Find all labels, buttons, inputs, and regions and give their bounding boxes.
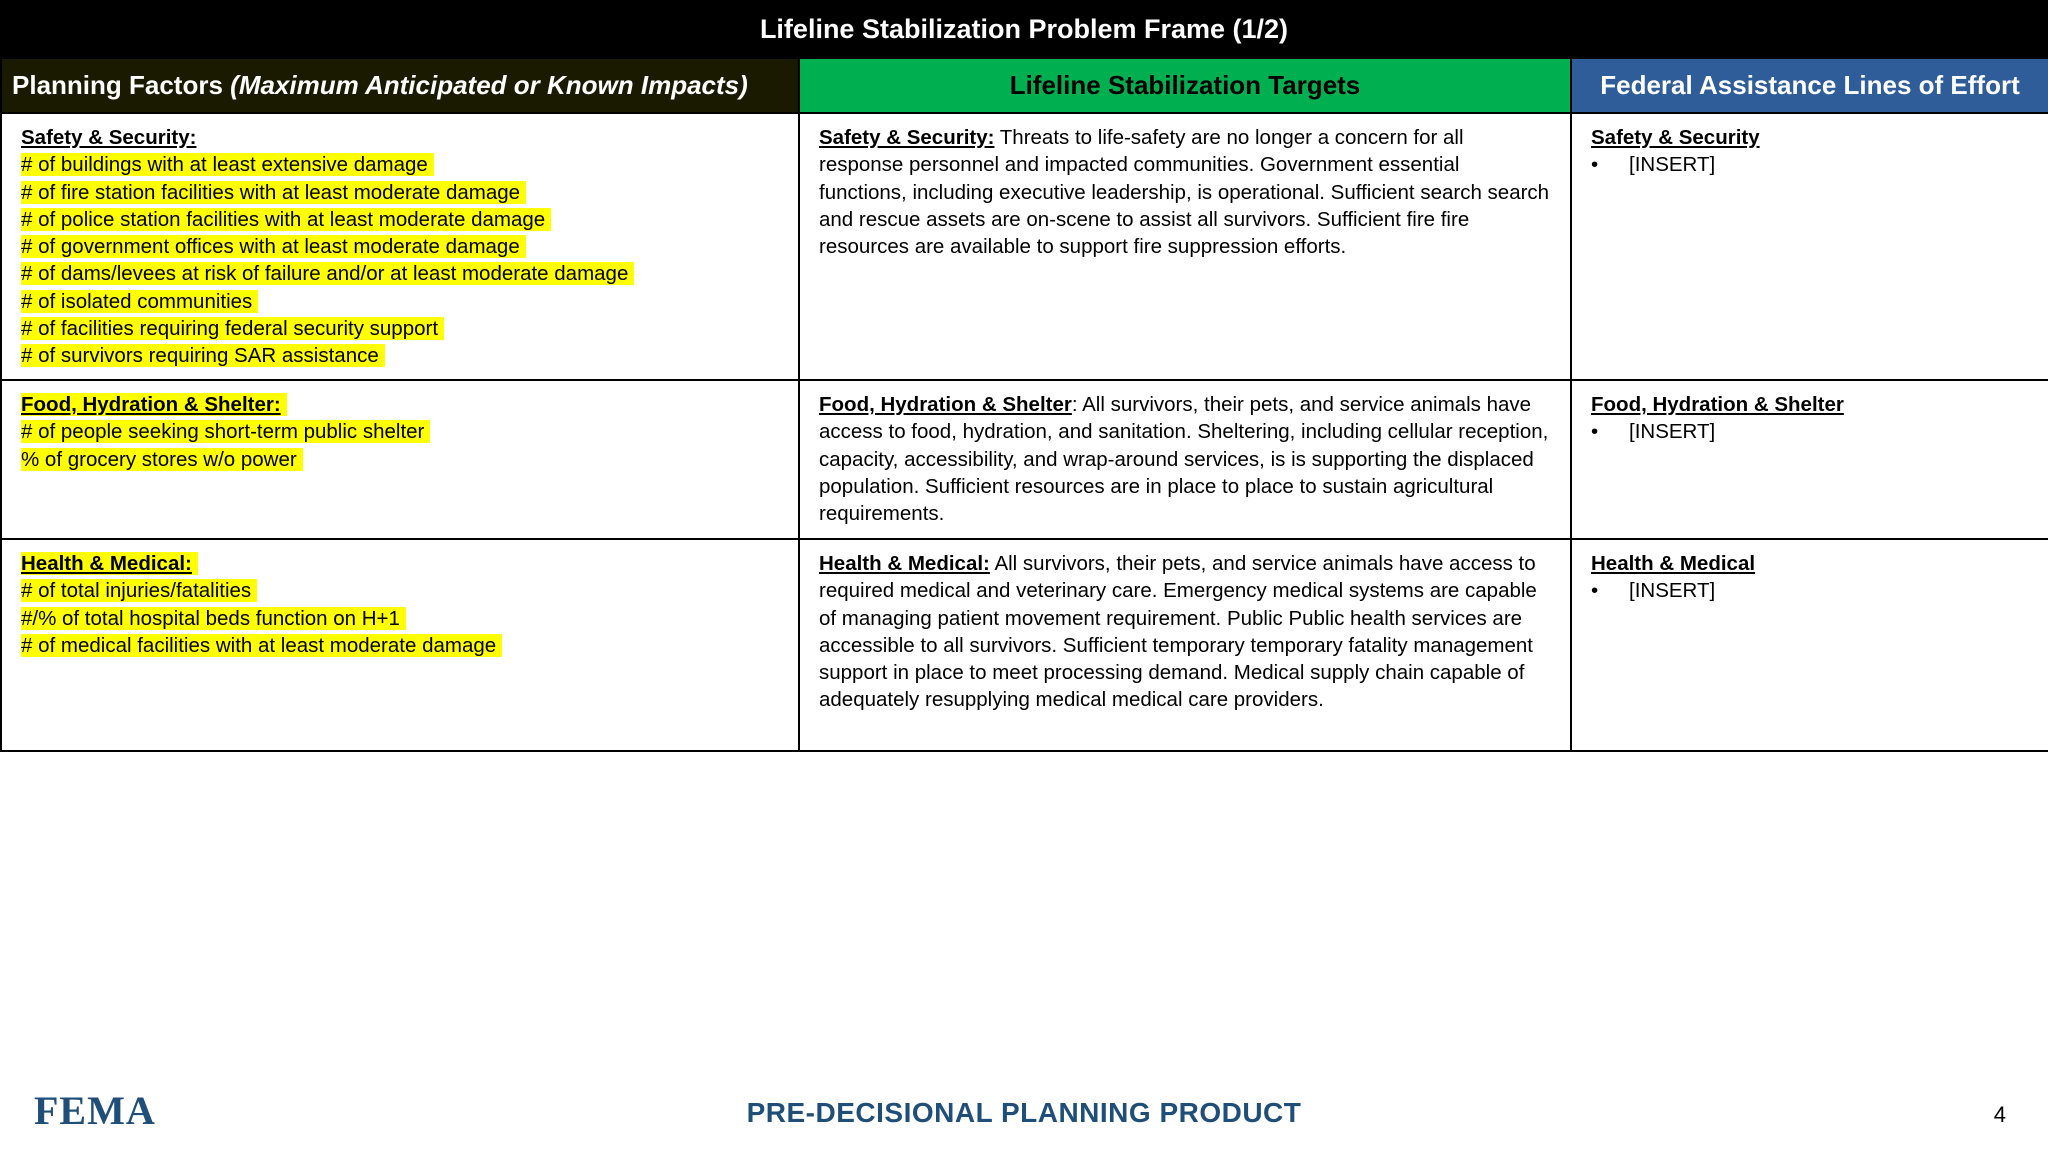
page-title: Lifeline Stabilization Problem Frame (1/2) xyxy=(0,0,2048,58)
stabilization-target-cell xyxy=(799,380,1571,539)
bullet-icon: • xyxy=(1591,153,1599,177)
effort-item: [INSERT] xyxy=(1629,579,1716,603)
page-number: 4 xyxy=(1993,1102,2006,1127)
line-of-effort-cell xyxy=(1571,539,2048,751)
table-row xyxy=(1,380,2048,539)
problem-frame-table xyxy=(0,57,2048,752)
factor-item: # of facilities requiring federal security support xyxy=(21,317,444,340)
factor-item: # of buildings with at least extensive damage xyxy=(21,153,434,176)
target-heading: Health & Medical: xyxy=(819,552,990,575)
factor-item: # of fire station facilities with at least moderate damage xyxy=(21,181,526,204)
factor-item: % of grocery stores w/o power xyxy=(21,448,303,471)
factor-heading: Health & Medical: xyxy=(21,552,198,575)
planning-factors-cell xyxy=(1,380,799,539)
table-row xyxy=(1,113,2048,380)
target-text: All survivors, their pets, and service animals have access to required medical and veterinary care. Emergency medical systems are capable of managing patient movement requirement. Public Public health services are accessible to all survivors. Sufficient temporary temporary fatality management support in place to meet processing demand. Medical supply chain capable of adequately resupplying medical medical care providers. xyxy=(819,552,1537,712)
classification-banner: PRE-DECISIONAL PLANNING PRODUCT xyxy=(746,1097,1302,1128)
target-text: : All survivors, their pets, and service animals have access to food, hydration, and sanitation. Sheltering, including cellular reception, capacity, accessibility, and wrap-around services, is is supporting the displaced population. Sufficient resources are in place to place to sustain agricultural requirements. xyxy=(819,393,1549,526)
table-row xyxy=(1,539,2048,751)
effort-heading: Health & Medical xyxy=(1591,552,1756,575)
line-of-effort-cell xyxy=(1571,380,2048,539)
effort-item: [INSERT] xyxy=(1629,153,1716,177)
planning-factors-cell xyxy=(1,539,799,751)
target-text: Threats to life-safety are no longer a concern for all response personnel and impacted communities. Government essential functions, including executive leadership, is operational. Sufficient search search and rescue assets are on-scene to assist all survivors. Sufficient fire fire resources are available to support fire suppression efforts. xyxy=(819,126,1550,259)
factor-item: # of people seeking short-term public shelter xyxy=(21,420,430,443)
header-lines-of-effort: Federal Assistance Lines of Effort xyxy=(1571,58,2048,113)
factor-item: # of government offices with at least moderate damage xyxy=(21,235,526,258)
target-heading: Safety & Security: xyxy=(819,126,995,149)
header-planning-factors-main: Planning Factors xyxy=(12,70,231,100)
header-planning-factors-qualifier: (Maximum Anticipated or Known Impacts) xyxy=(230,70,748,100)
effort-item: [INSERT] xyxy=(1629,420,1716,444)
factor-item: # of survivors requiring SAR assistance xyxy=(21,344,385,367)
factor-item: # of total injuries/fatalities xyxy=(21,579,257,602)
bullet-icon: • xyxy=(1591,420,1599,444)
bullet-icon: • xyxy=(1591,579,1599,603)
planning-factors-cell xyxy=(1,113,799,380)
factor-item: # of police station facilities with at least moderate damage xyxy=(21,208,551,231)
table-header-row xyxy=(1,58,2048,113)
stabilization-target-cell xyxy=(799,539,1571,751)
fema-logo: FEMA xyxy=(34,1088,156,1133)
header-planning-factors xyxy=(1,58,799,113)
effort-heading: Food, Hydration & Shelter xyxy=(1591,393,1844,416)
factor-heading: Safety & Security: xyxy=(21,126,197,149)
factor-heading: Food, Hydration & Shelter: xyxy=(21,393,287,416)
effort-bullet-item xyxy=(1591,151,2028,178)
effort-heading: Safety & Security xyxy=(1591,126,1760,149)
effort-bullet-item xyxy=(1591,577,2028,604)
stabilization-target-cell xyxy=(799,113,1571,380)
factor-item: # of dams/levees at risk of failure and/or at least moderate damage xyxy=(21,262,634,285)
effort-bullet-item xyxy=(1591,418,2028,445)
factor-item: #/% of total hospital beds function on H+1 xyxy=(21,607,406,630)
line-of-effort-cell xyxy=(1571,113,2048,380)
factor-item: # of medical facilities with at least moderate damage xyxy=(21,634,502,657)
header-stabilization-targets: Lifeline Stabilization Targets xyxy=(799,58,1571,113)
target-heading: Food, Hydration & Shelter xyxy=(819,393,1072,416)
factor-item: # of isolated communities xyxy=(21,290,258,313)
